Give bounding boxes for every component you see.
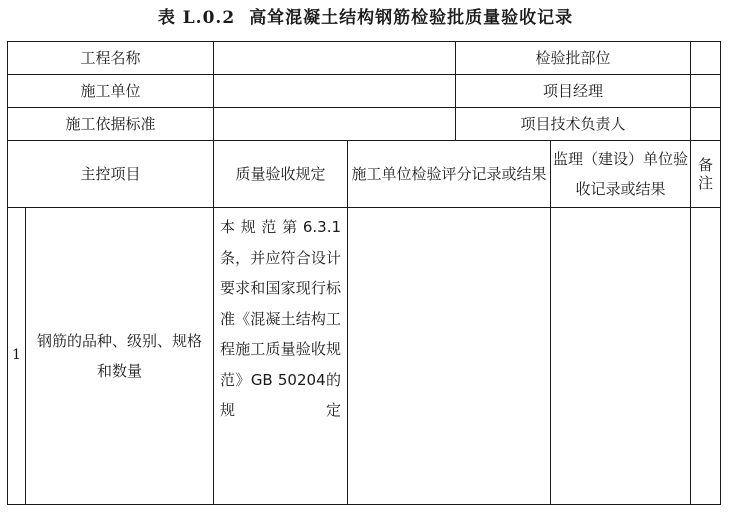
standard-label: 施工依据标准 [8,108,214,141]
project-manager-value[interactable] [691,75,721,108]
header-row-project [8,42,721,75]
project-name-value[interactable] [214,42,456,75]
tech-lead-value[interactable] [691,108,721,141]
tech-lead-label: 项目技术负责人 [456,108,691,141]
supervisor-record-header: 监理（建设）单位验收记录或结果 [551,141,691,208]
table-row [8,208,721,505]
main-items-header: 主控项目 [8,141,214,208]
construction-unit-label: 施工单位 [8,75,214,108]
header-row-unit [8,75,721,108]
standard-value[interactable] [214,108,456,141]
project-name-label: 工程名称 [8,42,214,75]
contractor-record-header: 施工单位检验评分记录或结果 [348,141,551,208]
construction-unit-value[interactable] [214,75,456,108]
inspection-record-table [7,41,721,505]
inspection-lot-value[interactable] [691,42,721,75]
table-title-text: 高耸混凝土结构钢筋检验批质量验收记录 [249,8,574,28]
remarks-header: 备注 [691,141,721,208]
row-number: 1 [8,208,26,505]
row-quality-rule: 本规范第6.3.1条，并应符合设计要求和国家现行标准《混凝土结构工程施工质量验收规范》GB 50204的规定 [214,208,348,505]
row-item-name: 钢筋的品种、级别、规格和数量 [26,208,214,505]
table-title [0,4,731,32]
row-supervisor-result[interactable] [551,208,691,505]
header-row-standard [8,108,721,141]
table-code: 表 L.0.2 [157,8,236,28]
project-manager-label: 项目经理 [456,75,691,108]
row-contractor-result[interactable] [348,208,551,505]
inspection-lot-label: 检验批部位 [456,42,691,75]
row-remark[interactable] [691,208,721,505]
quality-rule-header: 质量验收规定 [214,141,348,208]
column-header-row [8,141,721,208]
